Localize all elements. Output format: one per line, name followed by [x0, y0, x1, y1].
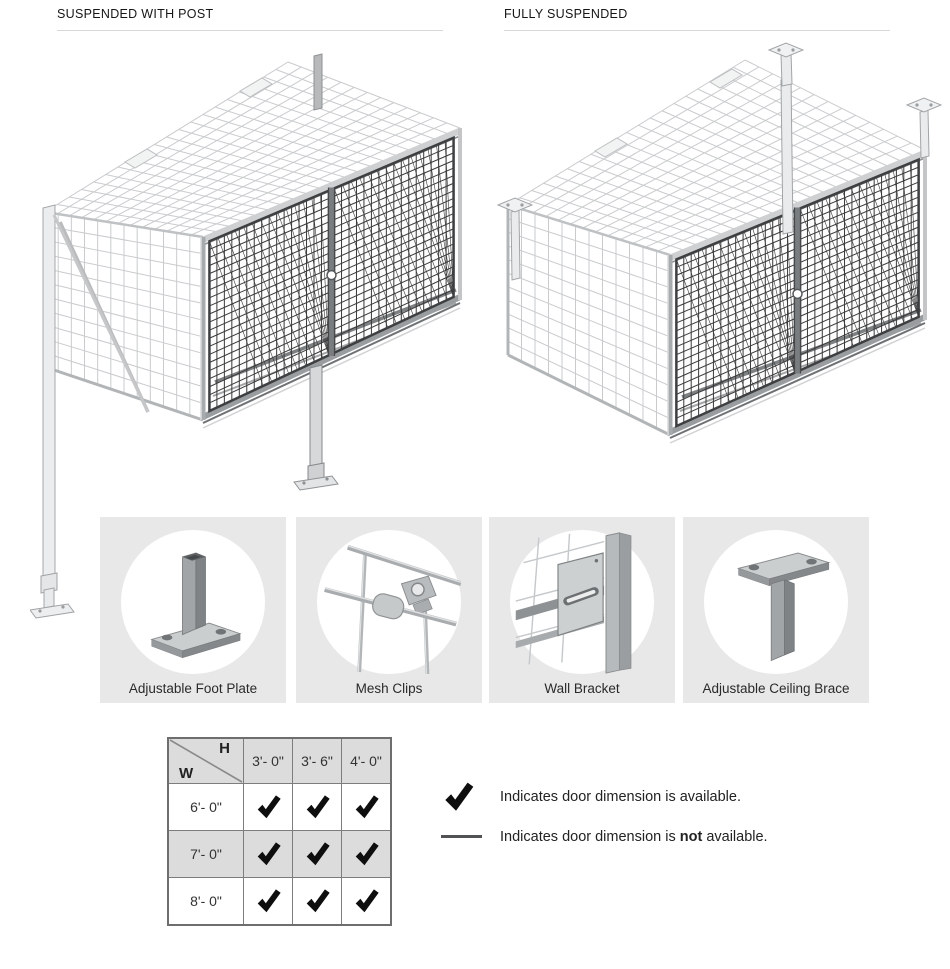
section-title-suspended-with-post: SUSPENDED WITH POST: [57, 7, 443, 31]
check-icon: [304, 888, 331, 915]
accessory-label: Adjustable Ceiling Brace: [702, 681, 850, 696]
availability-cell: [293, 878, 342, 926]
check-icon: [255, 888, 282, 915]
accessory-label: Wall Bracket: [544, 681, 620, 696]
accessory-label: Mesh Clips: [355, 681, 423, 696]
fully-suspended-illustration: [495, 40, 945, 475]
section-title-fully-suspended: FULLY SUSPENDED: [504, 7, 890, 31]
mesh-clips-icon: [317, 530, 461, 674]
accessory-card-mesh-clips: [296, 517, 482, 703]
availability-cell: [244, 831, 293, 878]
accessory-card-ceiling-brace: [683, 517, 869, 703]
height-column-header: 3'- 0": [244, 738, 293, 784]
legend-na-bold: not: [679, 829, 703, 845]
check-icon: [255, 794, 282, 821]
height-column-header: 4'- 0": [342, 738, 392, 784]
accessory-image-circle: [317, 530, 461, 674]
check-icon: [353, 841, 380, 868]
height-column-header: 3'- 6": [293, 738, 342, 784]
check-icon: [304, 841, 331, 868]
check-icon: [304, 794, 331, 821]
check-icon: [442, 781, 475, 814]
height-axis-label: H: [219, 740, 230, 757]
legend-na-prefix: Indicates door dimension is: [500, 829, 680, 845]
legend-na-suffix: available.: [702, 829, 768, 845]
accessory-label: Adjustable Foot Plate: [128, 681, 258, 696]
width-axis-label: W: [179, 765, 194, 782]
accessory-image-circle: [510, 530, 654, 674]
check-icon: [353, 794, 380, 821]
width-row-header: 8'- 0": [168, 878, 244, 926]
availability-cell: [293, 831, 342, 878]
legend-available-text: Indicates door dimension is available.: [500, 789, 741, 805]
dash-icon: [441, 835, 482, 838]
foot-plate-icon: [121, 530, 265, 674]
accessory-image-circle: [704, 530, 848, 674]
width-row-header: 6'- 0": [168, 784, 244, 831]
availability-cell: [342, 784, 392, 831]
availability-cell: [293, 784, 342, 831]
accessory-card-wall-bracket: [489, 517, 675, 703]
availability-cell: [342, 878, 392, 926]
table-corner-cell: [168, 738, 244, 784]
wall-bracket-icon: [510, 530, 654, 674]
availability-cell: [244, 784, 293, 831]
check-icon: [255, 841, 282, 868]
availability-table: [167, 737, 392, 926]
check-icon: [353, 888, 380, 915]
width-row-header: 7'- 0": [168, 831, 244, 878]
legend-not-available-text: [500, 829, 768, 845]
ceiling-brace-icon: [704, 530, 848, 674]
accessory-image-circle: [121, 530, 265, 674]
availability-cell: [244, 878, 293, 926]
accessory-card-foot-plate: [100, 517, 286, 703]
availability-cell: [342, 831, 392, 878]
